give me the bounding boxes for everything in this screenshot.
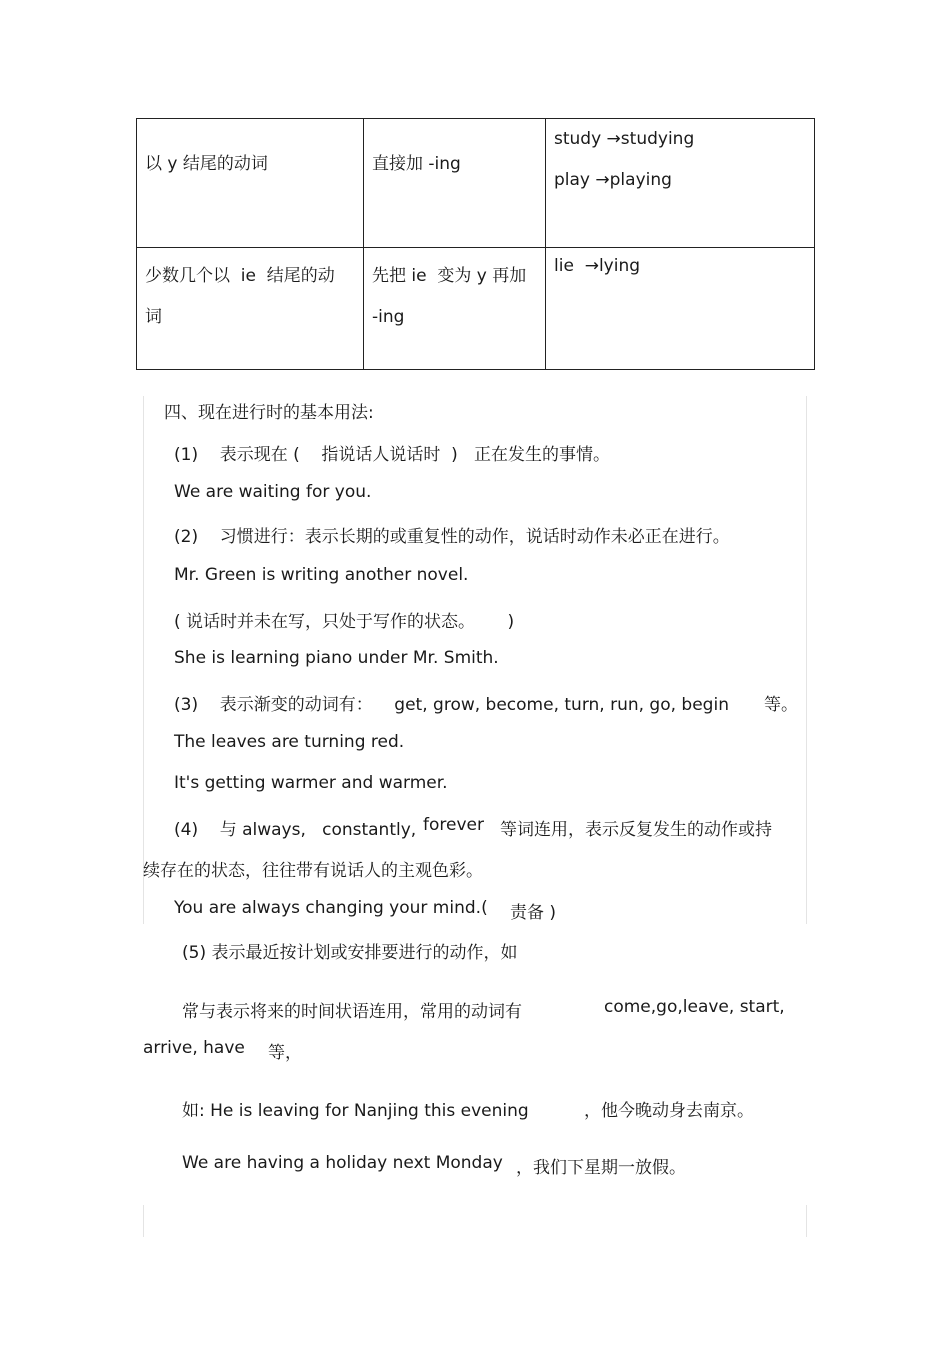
usage-5-example-1: 如: He is leaving for Nanjing this evening bbox=[182, 1101, 529, 1121]
usage-3-suffix: 等。 bbox=[764, 695, 798, 715]
cell-line: 少数几个以 ie 结尾的动 bbox=[145, 266, 335, 286]
rule-cell: 直接加 -ing bbox=[364, 119, 546, 248]
example-line: study →studying bbox=[554, 129, 695, 149]
usage-5-line-3-suffix: 等， bbox=[268, 1043, 302, 1063]
usage-4-example: You are always changing your mind.( bbox=[174, 898, 488, 918]
usage-4-continued: 续存在的状态，往往带有说话人的主观色彩。 bbox=[143, 861, 483, 881]
verb-type-cell bbox=[137, 248, 364, 370]
usage-5-example-2-translation: ，我们下星期一放假。 bbox=[516, 1158, 686, 1178]
example-line: lie →lying bbox=[554, 256, 641, 276]
usage-1-example: We are waiting for you. bbox=[174, 482, 372, 502]
verb-type-cell: 以 y 结尾的动词 bbox=[137, 119, 364, 248]
frame-right-line bbox=[806, 396, 807, 924]
usage-5-example-1-translation: ，他今晚动身去南京。 bbox=[584, 1101, 754, 1121]
usage-2: (2) 习惯进行：表示长期的或重复性的动作，说话时动作未必正在进行。 bbox=[174, 527, 730, 547]
section-title: 四、现在进行时的基本用法: bbox=[164, 403, 374, 423]
usage-2-example-2: She is learning piano under Mr. Smith. bbox=[174, 648, 499, 668]
cell-line: 词 bbox=[145, 307, 162, 327]
usage-3-example-1: The leaves are turning red. bbox=[174, 732, 405, 752]
usage-1: (1) 表示现在 ( 指说话人说话时 ) 正在发生的事情。 bbox=[174, 445, 610, 465]
usage-5-line-2-verbs: come,go,leave, start, bbox=[604, 997, 785, 1017]
usage-4-part-b: forever bbox=[423, 815, 484, 835]
usage-5: (5) 表示最近按计划或安排要进行的动作，如 bbox=[182, 943, 518, 963]
usage-3: (3) 表示渐变的动词有： get, grow, become, turn, run, go, begin bbox=[174, 695, 729, 715]
usage-3-example-2: It's getting warmer and warmer. bbox=[174, 773, 448, 793]
cell-line: 先把 ie 变为 y 再加 bbox=[372, 266, 527, 286]
frame-left-line bbox=[143, 396, 144, 924]
rule-cell bbox=[364, 248, 546, 370]
usage-5-example-2: We are having a holiday next Monday bbox=[182, 1153, 503, 1173]
cell-line: -ing bbox=[372, 307, 405, 327]
example-line: play →playing bbox=[554, 170, 672, 190]
usage-4-example-note: 责备 ) bbox=[510, 903, 557, 923]
table-row bbox=[137, 248, 815, 370]
usage-5-line-2: 常与表示将来的时间状语连用，常用的动词有 bbox=[182, 1002, 522, 1022]
verb-ing-rules-table bbox=[136, 118, 815, 370]
usage-4-part-c: 等词连用，表示反复发生的动作或持 bbox=[500, 820, 772, 840]
table-row bbox=[137, 119, 815, 248]
usage-4-part-a: (4) 与 always, constantly, bbox=[174, 820, 417, 840]
usage-2-note: ( 说话时并未在写，只处于写作的状态。 ) bbox=[174, 612, 515, 632]
frame-right-line-lower bbox=[806, 1205, 807, 1237]
frame-left-line-lower bbox=[143, 1205, 144, 1237]
usage-2-example-1: Mr. Green is writing another novel. bbox=[174, 565, 469, 585]
examples-cell bbox=[546, 248, 815, 370]
examples-cell bbox=[546, 119, 815, 248]
usage-5-line-3: arrive, have bbox=[143, 1038, 245, 1058]
